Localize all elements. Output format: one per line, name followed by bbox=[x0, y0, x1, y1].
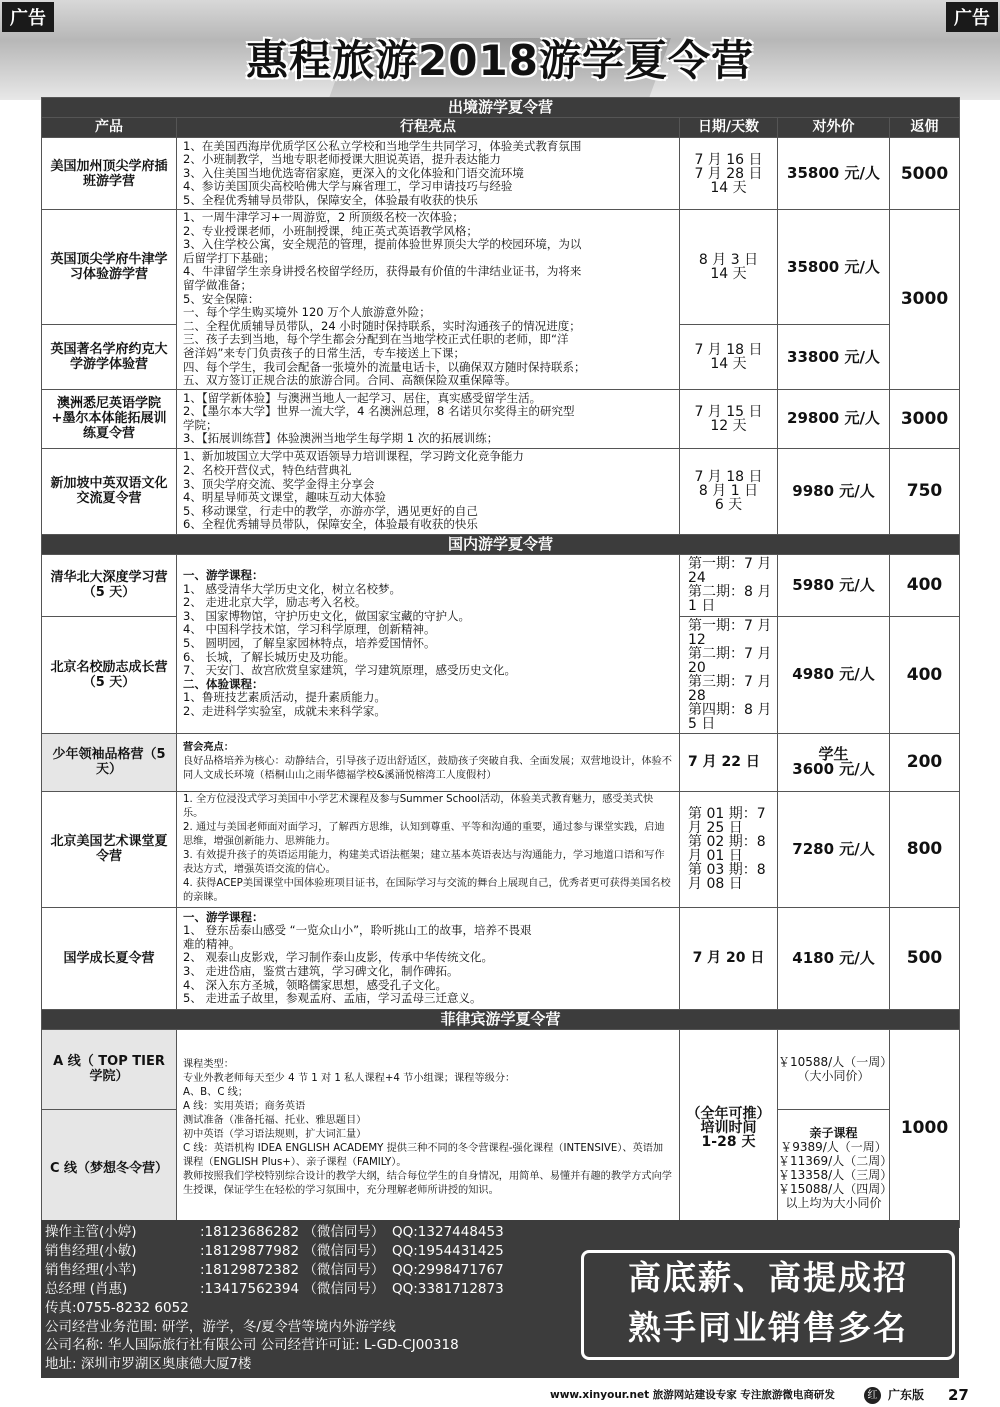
rebate: 400 bbox=[890, 554, 960, 616]
rebate: 400 bbox=[890, 616, 960, 733]
table-row bbox=[42, 791, 960, 907]
highlights: 一、游学课程： 1、 登东岳泰山感受 “一览众山小”，聆听挑山工的故事，培养不畏艰 难的精神。 2、 观泰山皮影戏，学习制作泰山皮影，传承中华传统文化。 3、 走进岱庙，鉴赏古建筑，学习碑文化，制作碑拓。 4、 深入东方圣城，领略儒家思想，感受孔子文化。 5、 走进孟子故里，参观孟府、孟庙，学习孟母三迁意义。 bbox=[177, 907, 680, 1009]
rebate: 5000 bbox=[890, 138, 960, 210]
product-name: 国学成长夏令营 bbox=[42, 907, 177, 1009]
price-a: ￥10588/人（一周） （大小同价） bbox=[778, 1029, 890, 1109]
date-days: 第一期：7 月 24 第二期：8 月 1 日 bbox=[680, 554, 778, 616]
footer-badge-icon: 红 bbox=[864, 1387, 881, 1404]
highlights: 1、【留学新体验】与澳洲当地人一起学习、居住，真实感受留学生活。 2、【墨尔本大学】世界一流大学，4 名澳洲总理，8 名诺贝尔奖得主的研究型 学院； 3、【拓展训练营】体验澳洲当地学生每学期 1 次的拓展训练； bbox=[177, 389, 680, 448]
tour-table bbox=[41, 97, 960, 1228]
highlights: 课程类型： 专业外教老师每天至少 4 节 1 对 1 私人课程+4 节小组课；课程等级分： A、B、C 线； A 线：实用英语；商务英语 测试准备（准备托福、托业、雅思题目） 初中英语（学习语法规则，扩大词汇量） C 线：英语机构 IDEA ENGLISH ACADEMY 提供三种不同的冬令营课程-强化课程（INTENSIVE）、英语加课程（ENGLISH Plus+）、亲子课程（FAMILY）。 教师按照我们学校特别综合设计的教学大纲，结合每位学生的自身情况，用简单、易懂并有趣的教学方式向学生授课，保证学生在轻松的学习氛围中，充分理解老师所讲授的知识。 bbox=[177, 1029, 680, 1227]
price: 4980 元/人 bbox=[778, 616, 890, 733]
product-name: 北京名校励志成长营（5 天） bbox=[42, 616, 177, 733]
date-days: 7 月 22 日 bbox=[680, 733, 778, 791]
edition-label: 广东版 bbox=[888, 1388, 925, 1402]
date-days: 7 月 15 日 12 天 bbox=[680, 389, 778, 448]
product-name: 英国著名学府约克大学游学体验营 bbox=[42, 325, 177, 389]
date-days: 第 01 期：7 月 25 日 第 02 期：8 月 01 日 第 03 期：8 月 08 日 bbox=[680, 791, 778, 907]
product-name: C 线（梦想冬令营） bbox=[42, 1109, 177, 1227]
price: 7280 元/人 bbox=[778, 791, 890, 907]
product-name: 英国顶尖学府牛津学习体验游学营 bbox=[42, 210, 177, 325]
fax: 传真:0755-8232 6052 bbox=[45, 1299, 189, 1316]
date-days: 7 月 18 日 14 天 bbox=[680, 325, 778, 389]
price: 33800 元/人 bbox=[778, 325, 890, 389]
table-row bbox=[42, 554, 960, 616]
rebate: 200 bbox=[890, 733, 960, 791]
price: 35800 元/人 bbox=[778, 138, 890, 210]
product-name: 美国加州顶尖学府插班游学营 bbox=[42, 138, 177, 210]
rebate: 800 bbox=[890, 791, 960, 907]
col-product: 产品 bbox=[42, 118, 177, 138]
page-number: 27 bbox=[948, 1386, 969, 1404]
company-info: 公司名称: 华人国际旅行社有限公司 公司经营许可证: L-GD-CJ00318 bbox=[45, 1337, 459, 1354]
price: 学生 3600 元/人 bbox=[778, 733, 890, 791]
section-domestic: 国内游学夏令营 bbox=[42, 534, 960, 554]
recruit-slogan: 高底薪、高提成招 熟手同业销售多名 bbox=[581, 1250, 955, 1360]
highlights: 1. 全方位浸没式学习美国中小学艺术课程及参与Summer School活动，体验美式教育魅力，感受美式快乐。 2. 通过与美国老师面对面学习，了解西方思维，认知到尊重、平等和沟通的重要，通过参与课堂实践，启迪思维，增强创新能力、思辨能力。 3. 有效提升孩子的英语运用能力，构建美式语法框架；建立基本英语表达与沟通能力，学习地道口语和写作表达方式，增强英语交流的信心。 4. 获得ACEP美国课堂中国体验班项目证书，在国际学习与交流的舞台上展现自己，优秀者更可获得美国名校的亲睐。 bbox=[177, 791, 680, 907]
highlights: 1、一周牛津学习+一周游览，2 所顶级名校一次体验； 2、专业授课老师，小班制授课，纯正英式英语教学风格； 3、入住学校公寓，安全规范的管理，提前体验世界顶尖大学的校园环境，为以 后留学打下基础； 4、牛津留学生亲身讲授名校留学经历，获得最有价值的牛津结业证书，为将来 留学做准备； 5、安全保障： 一、每个学生购买境外 120 万个人旅游意外险； 二、全程优质辅导员带队，24 小时随时保持联系，实时沟通孩子的情况进度； 三、孩子去到当地，每个学生都会分配到在当地学校正式任职的老师，即“洋 爸洋妈”来专门负责孩子的日常生活，专车接送上下课； 四、每个学生，我司会配备一张境外的流量电话卡，以确保双方随时保持联系； 五、双方签订正规合法的旅游合同。合同、高额保险双重保障等。 bbox=[177, 210, 680, 390]
contact-line: 销售经理(小苹) :18129872382 （微信同号） QQ:2998471767 bbox=[45, 1261, 504, 1278]
ad-tag-right: 广告 bbox=[946, 2, 998, 32]
price: 29800 元/人 bbox=[778, 389, 890, 448]
contact-panel bbox=[41, 1220, 959, 1378]
table-row bbox=[42, 907, 960, 1009]
ad-tag-left: 广告 bbox=[2, 2, 54, 32]
rebate: 1000 bbox=[890, 1029, 960, 1227]
business-scope: 公司经营业务范围: 研学，游学，冬/夏令营等境内外游学线 bbox=[45, 1318, 396, 1335]
table-row bbox=[42, 138, 960, 210]
date-days: 第一期：7 月 12 第二期：7 月 20 第三期：7 月 28 第四期：8 月 5 日 bbox=[680, 616, 778, 733]
table-row bbox=[42, 210, 960, 325]
section-outbound: 出境游学夏令营 bbox=[42, 98, 960, 118]
footer-site: www.xinyour.net 旅游网站建设专家 专注旅游微电商研发 bbox=[550, 1389, 835, 1401]
table-row bbox=[42, 1029, 960, 1109]
section-philippines: 菲律宾游学夏令营 bbox=[42, 1009, 960, 1029]
date-days: 7 月 20 日 bbox=[680, 907, 778, 1009]
rebate: 3000 bbox=[890, 210, 960, 390]
contact-line: 销售经理(小敏) :18129877982 （微信同号） QQ:1954431425 bbox=[45, 1242, 504, 1259]
date-days: 8 月 3 日 14 天 bbox=[680, 210, 778, 325]
highlights: 1、新加坡国立大学中英双语领导力培训课程，学习跨文化竞争能力 2、名校开营仪式，特色结营典礼 3、顶尖学府交流、奖学金得主分享会 4、明星导师英文课堂，趣味互动大体验 5、移动课堂，行走中的教学，亦游亦学，遇见更好的自己 6、全程优秀辅导员带队，保障安全，体验最有收获的快乐 bbox=[177, 448, 680, 534]
rebate: 500 bbox=[890, 907, 960, 1009]
table-row bbox=[42, 448, 960, 534]
highlights: 营会亮点： 良好品格培养为核心：动静结合，引导孩子迈出舒适区，鼓励孩子突破自我、全面发展；双营地设计，体验不同人文成长环境（梧桐山山之雨华德福学校&溪涌悦榕湾工人度假村） bbox=[177, 733, 680, 791]
date-days: 7 月 18 日 8 月 1 日 6 天 bbox=[680, 448, 778, 534]
price: 5980 元/人 bbox=[778, 554, 890, 616]
price: 35800 元/人 bbox=[778, 210, 890, 325]
rebate: 750 bbox=[890, 448, 960, 534]
page-title: 惠程旅游2018游学夏令营 bbox=[246, 36, 754, 85]
highlights: 1、在美国西海岸优质学区公私立学校和当地学生共同学习，体验美式教育氛围 2、小班制教学，当地专职老师授课大胆说英语，提升表达能力 3、入住美国当地优选寄宿家庭，更深入的文化体验和门语交流环境 4、参访美国顶尖高校哈佛大学与麻省理工，学习申请技巧与经验 5、全程优秀辅导员带队，保障安全，体验最有收获的快乐 bbox=[177, 138, 680, 210]
table-row bbox=[42, 389, 960, 448]
product-name: A 线（ TOP TIER 学院） bbox=[42, 1029, 177, 1109]
contact-line: 总经理 (肖惠) :13417562394 （微信同号） QQ:3381712873 bbox=[45, 1280, 504, 1297]
col-rebate: 返佣 bbox=[890, 118, 960, 138]
column-headers bbox=[42, 118, 960, 138]
price-c: 亲子课程 ￥9389/人（一周） ￥11369/人（二周） ￥13358/人（三周） ￥15088/人（四周） 以上均为大小同价 bbox=[778, 1109, 890, 1227]
address: 地址: 深圳市罗湖区奥康德大厦7楼 bbox=[45, 1356, 252, 1373]
col-date: 日期/天数 bbox=[680, 118, 778, 138]
col-price: 对外价 bbox=[778, 118, 890, 138]
product-name: 少年领袖品格营（5天） bbox=[42, 733, 177, 791]
contact-line: 操作主管(小婷) :18123686282 （微信同号） QQ:1327448453 bbox=[45, 1224, 504, 1240]
date-days: （全年可推） 培训时间 1-28 天 bbox=[680, 1029, 778, 1227]
col-highlights: 行程亮点 bbox=[177, 118, 680, 138]
product-name: 新加坡中英双语文化交流夏令营 bbox=[42, 448, 177, 534]
date-days: 7 月 16 日 7 月 28 日 14 天 bbox=[680, 138, 778, 210]
product-name: 清华北大深度学习营（5 天） bbox=[42, 554, 177, 616]
table-row bbox=[42, 733, 960, 791]
price: 9980 元/人 bbox=[778, 448, 890, 534]
highlights: 一、游学课程： 1、 感受清华大学历史文化，树立名校梦。 2、 走进北京大学，励志考入名校。 3、 国家博物馆，守护历史文化，做国家宝藏的守护人。 4、 中国科学技术馆，学习科学原理，创新精神。 5、 圆明园，了解皇家园林特点，培养爱国情怀。 6、 长城，了解长城历史及功能。 7、 天安门、故宫欣赏皇家建筑，学习建筑原理，感受历史文化。 二、体验课程： 1、鲁班技艺素质活动，提升素质能力。 2、走进科学实验室，成就未来科学家。 bbox=[177, 554, 680, 733]
footer bbox=[0, 1384, 1000, 1407]
price: 4180 元/人 bbox=[778, 907, 890, 1009]
product-name: 北京美国艺术课堂夏令营 bbox=[42, 791, 177, 907]
rebate: 3000 bbox=[890, 389, 960, 448]
product-name: 澳洲悉尼英语学院+墨尔本体能拓展训练夏令营 bbox=[42, 389, 177, 448]
